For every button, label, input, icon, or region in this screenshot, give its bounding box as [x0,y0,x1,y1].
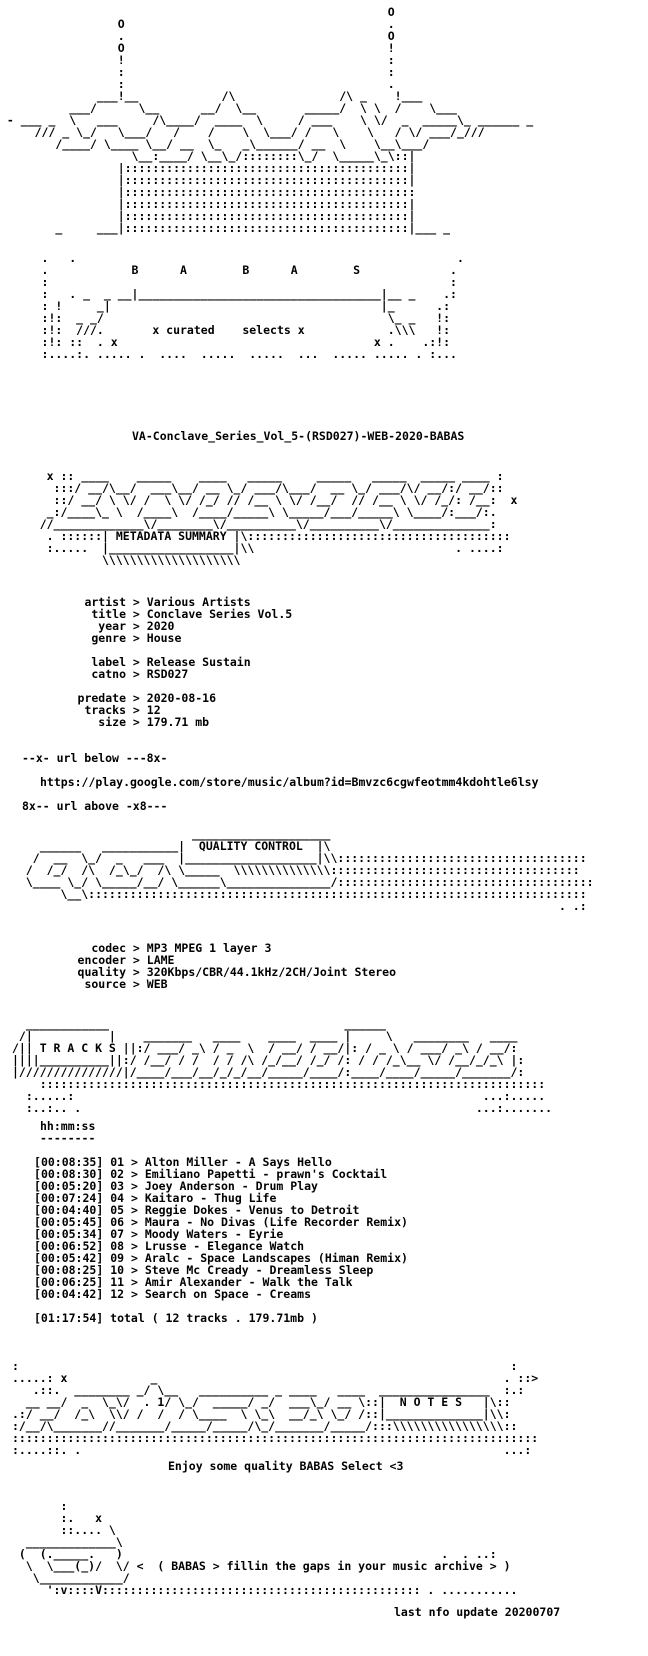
release-name: VA-Conclave_Series_Vol_5-(RSD027)-WEB-2020-BABAS [132,429,465,443]
track-row: [00:07:24] 04 > Kaitaro - Thug Life [34,1191,277,1205]
track-row: [00:04:40] 05 > Reggie Dokes - Venus to Detroit [34,1203,360,1217]
notes-text: Enjoy some quality BABAS Select <3 [168,1459,404,1473]
time-header: hh:mm:ss [40,1119,96,1133]
url-above-marker: 8x-- url above -x8--- [22,799,168,813]
metadata-row: size > 179.71 mb [98,715,210,729]
notes-art: : : .....: x _ . ::> .::. ________ _/ \__ __________ _ ____ ____ ________________ :.: __ __/ _ \_\/ . 1/ \_/ _____/ _/ ___\_/ __ \::| N O T E S |\:: .:/ __/ /_\ \\/ / / / \____ \ \_\ __/_\ \_/ /::|______________|\\: :/__/\_______//_______/_____/_____/\_/_______/_____/:::\\\\\\\\\\\\\\\\:: :::::::::::::::::::::::::::::::::::::::::::::::::::::::::::::::::::::::::::: :....::. . ...: [12,1359,539,1457]
quality-control-art: ____________________ ______ ___________| QUALITY CONTROL |\ / __ \_/ _ ___ |___________________|\\:::::::::::::::::::::::::::::::::::: / /_/ /\ /_\_/ /\ \_____ \\\\\\\\\\\\\\:::::::::::::::::::::::::::::::::::: \____ \_/ \_____/__/ \______\_______________/::::::::::::::::::::::::::::::::::::: \__\:::::::::::::::::::::::::::::::::::::::::::::::::::::::::::::::::::::::: . .: [25,827,594,913]
quality-row: encoder > LAME [77,953,175,967]
track-row: [00:08:35] 01 > Alton Miller - A Says Hello [34,1155,332,1169]
metadata-row: label > Release Sustain [91,655,251,669]
metadata-row: tracks > 12 [84,703,161,717]
metadata-row: predate > 2020-08-16 [77,691,217,705]
metadata-row: catno > RSD027 [91,667,189,681]
url-below-marker: --x- url below ---8x- [22,751,168,765]
total-line: [01:17:54] total ( 12 tracks . 179.71mb ) [34,1311,318,1325]
last-update: last nfo update 20200707 [394,1605,561,1619]
babas-logo-art: O O . . O O ! ! : : : : . ___!__ /\ /\ _ !___ ___/ \__ __/ \__ _____/ \ \ / \___ - ___ _ \ ___ /\____/ ____ \ / ___ \ \/ _ _____\_ ______ _ /// _ \_/ \___/ / / \ \___/ / \ \ / \/ ___/_/// /____/ \____ \__/ __ \_ _\______/ __ \ \__\___/ \__:____/ \__\_/::::::::\_/ \_____\_\::| |:::::::::::::::::::::::::::::::::::::::::| |:::::::::::::::::::::::::::::::::::::::::| |:::::::::::::::::::::::::::::::::::::::::: |:::::::::::::::::::::::::::::::::::::::::| |:::::::::::::::::::::::::::::::::::::::::| _ ___|:::::::::::::::::::::::::::::::::::::::::|___ _ [6,5,534,235]
quality-row: quality > 320Kbps/CBR/44.1kHz/2CH/Joint Stereo [77,965,397,979]
metadata-row: genre > House [91,631,182,645]
track-row: [00:05:45] 06 > Maura - No Divas (Life Recorder Remix) [34,1215,408,1229]
track-row: [00:06:25] 11 > Amir Alexander - Walk the Talk [34,1275,353,1289]
track-row: [00:05:34] 07 > Moody Waters - Eyrie [34,1227,284,1241]
album-url-link[interactable]: https://play.google.com/store/music/album?id=Bmvzc6cgwfeotmm4kdohtle6lsy [40,775,539,789]
time-header-rule: -------- [40,1131,96,1145]
track-row: [00:05:42] 09 > Aralc - Space Landscapes (Himan Remix) [34,1251,408,1265]
track-row: [00:06:52] 08 > Lrusse - Elegance Watch [34,1239,305,1253]
quality-row: codec > MP3 MPEG 1 layer 3 [91,941,272,955]
babas-logo-banner: . . . . B A B A S . : : : . _ _ __|___________________________________|__ _ .: : ! _| |_ .: :!: _ _/ \_ _ !: :!: ///. x curated selects x .\\\ !: :!: :: . x x . .:!: :....:. ..... . .... ..... ..... ... ..... ..... . :... [41,251,464,361]
track-row: [00:08:25] 10 > Steve Mc Cready - Dreamless Sleep [34,1263,374,1277]
track-row: [00:08:30] 02 > Emiliano Papetti - prawn's Cocktail [34,1167,388,1181]
metadata-summary-art: x :: ____ _____ ____ _____ _____ _____ _____ ____ : :::/ __/\__/ ___\__/ __ \_/ ___/\___/ __ \_/ ___/\/ __/:/ __/:: ::/ __/ \ \/ / \ \/ /_/ // /__ \ \/ /__/ // /__ \ \/ /_/: /__: x _:/____\_ \ /____\ /____/_____\ \_____/___/_____\ \____/:___/:. //_____________\/________\/__________\/__________\/______________: . ::::::| METADATA SUMMARY |\:::::::::::::::::::::::::::::::::::::: :..... |__________________|\\ . ....: \\\\\\\\\\\\\\\\\\\\ [39,469,518,567]
footer-art: : :. x ::.... \ _____________\ ( (._____. ) . . ..: \ \___(_)/ \/ < ( BABAS > fillin the gaps in your music archive > ) \____________/ ':v::::V:::::::::::::::::::::::::::::::::::::::::::::: . ........... [18,1499,518,1597]
quality-row: source > WEB [84,977,168,991]
track-row: [00:05:20] 03 > Joey Anderson - Drum Play [34,1179,318,1193]
metadata-row: artist > Various Artists [84,595,251,609]
metadata-row: year > 2020 [98,619,175,633]
tracks-art: ____________ ______ /| | _______ ____ ____ ____ | \ ________ ____ /|| T R A C K S ||:/ ___/ _\ / _ \ / __/ / __/|: / _ \ / ___/ _\ / __/: ||||__________||:/ /__/ / / / / /\ /_/__/ /_/ /: / / /_\__ \/ /__/_/_\ |: |///////////////|/____/___/__/_/_/__/_____/____/:____/____/_____/_______/: ::::::::::::::::::::::::::::::::::::::::::::::::::::::::::::::::::::::::: :.....: ...:..... :..:.. . ...:....... [12,1017,553,1115]
metadata-row: title > Conclave Series Vol.5 [91,607,293,621]
track-row: [00:04:42] 12 > Search on Space - Creams [34,1287,311,1301]
